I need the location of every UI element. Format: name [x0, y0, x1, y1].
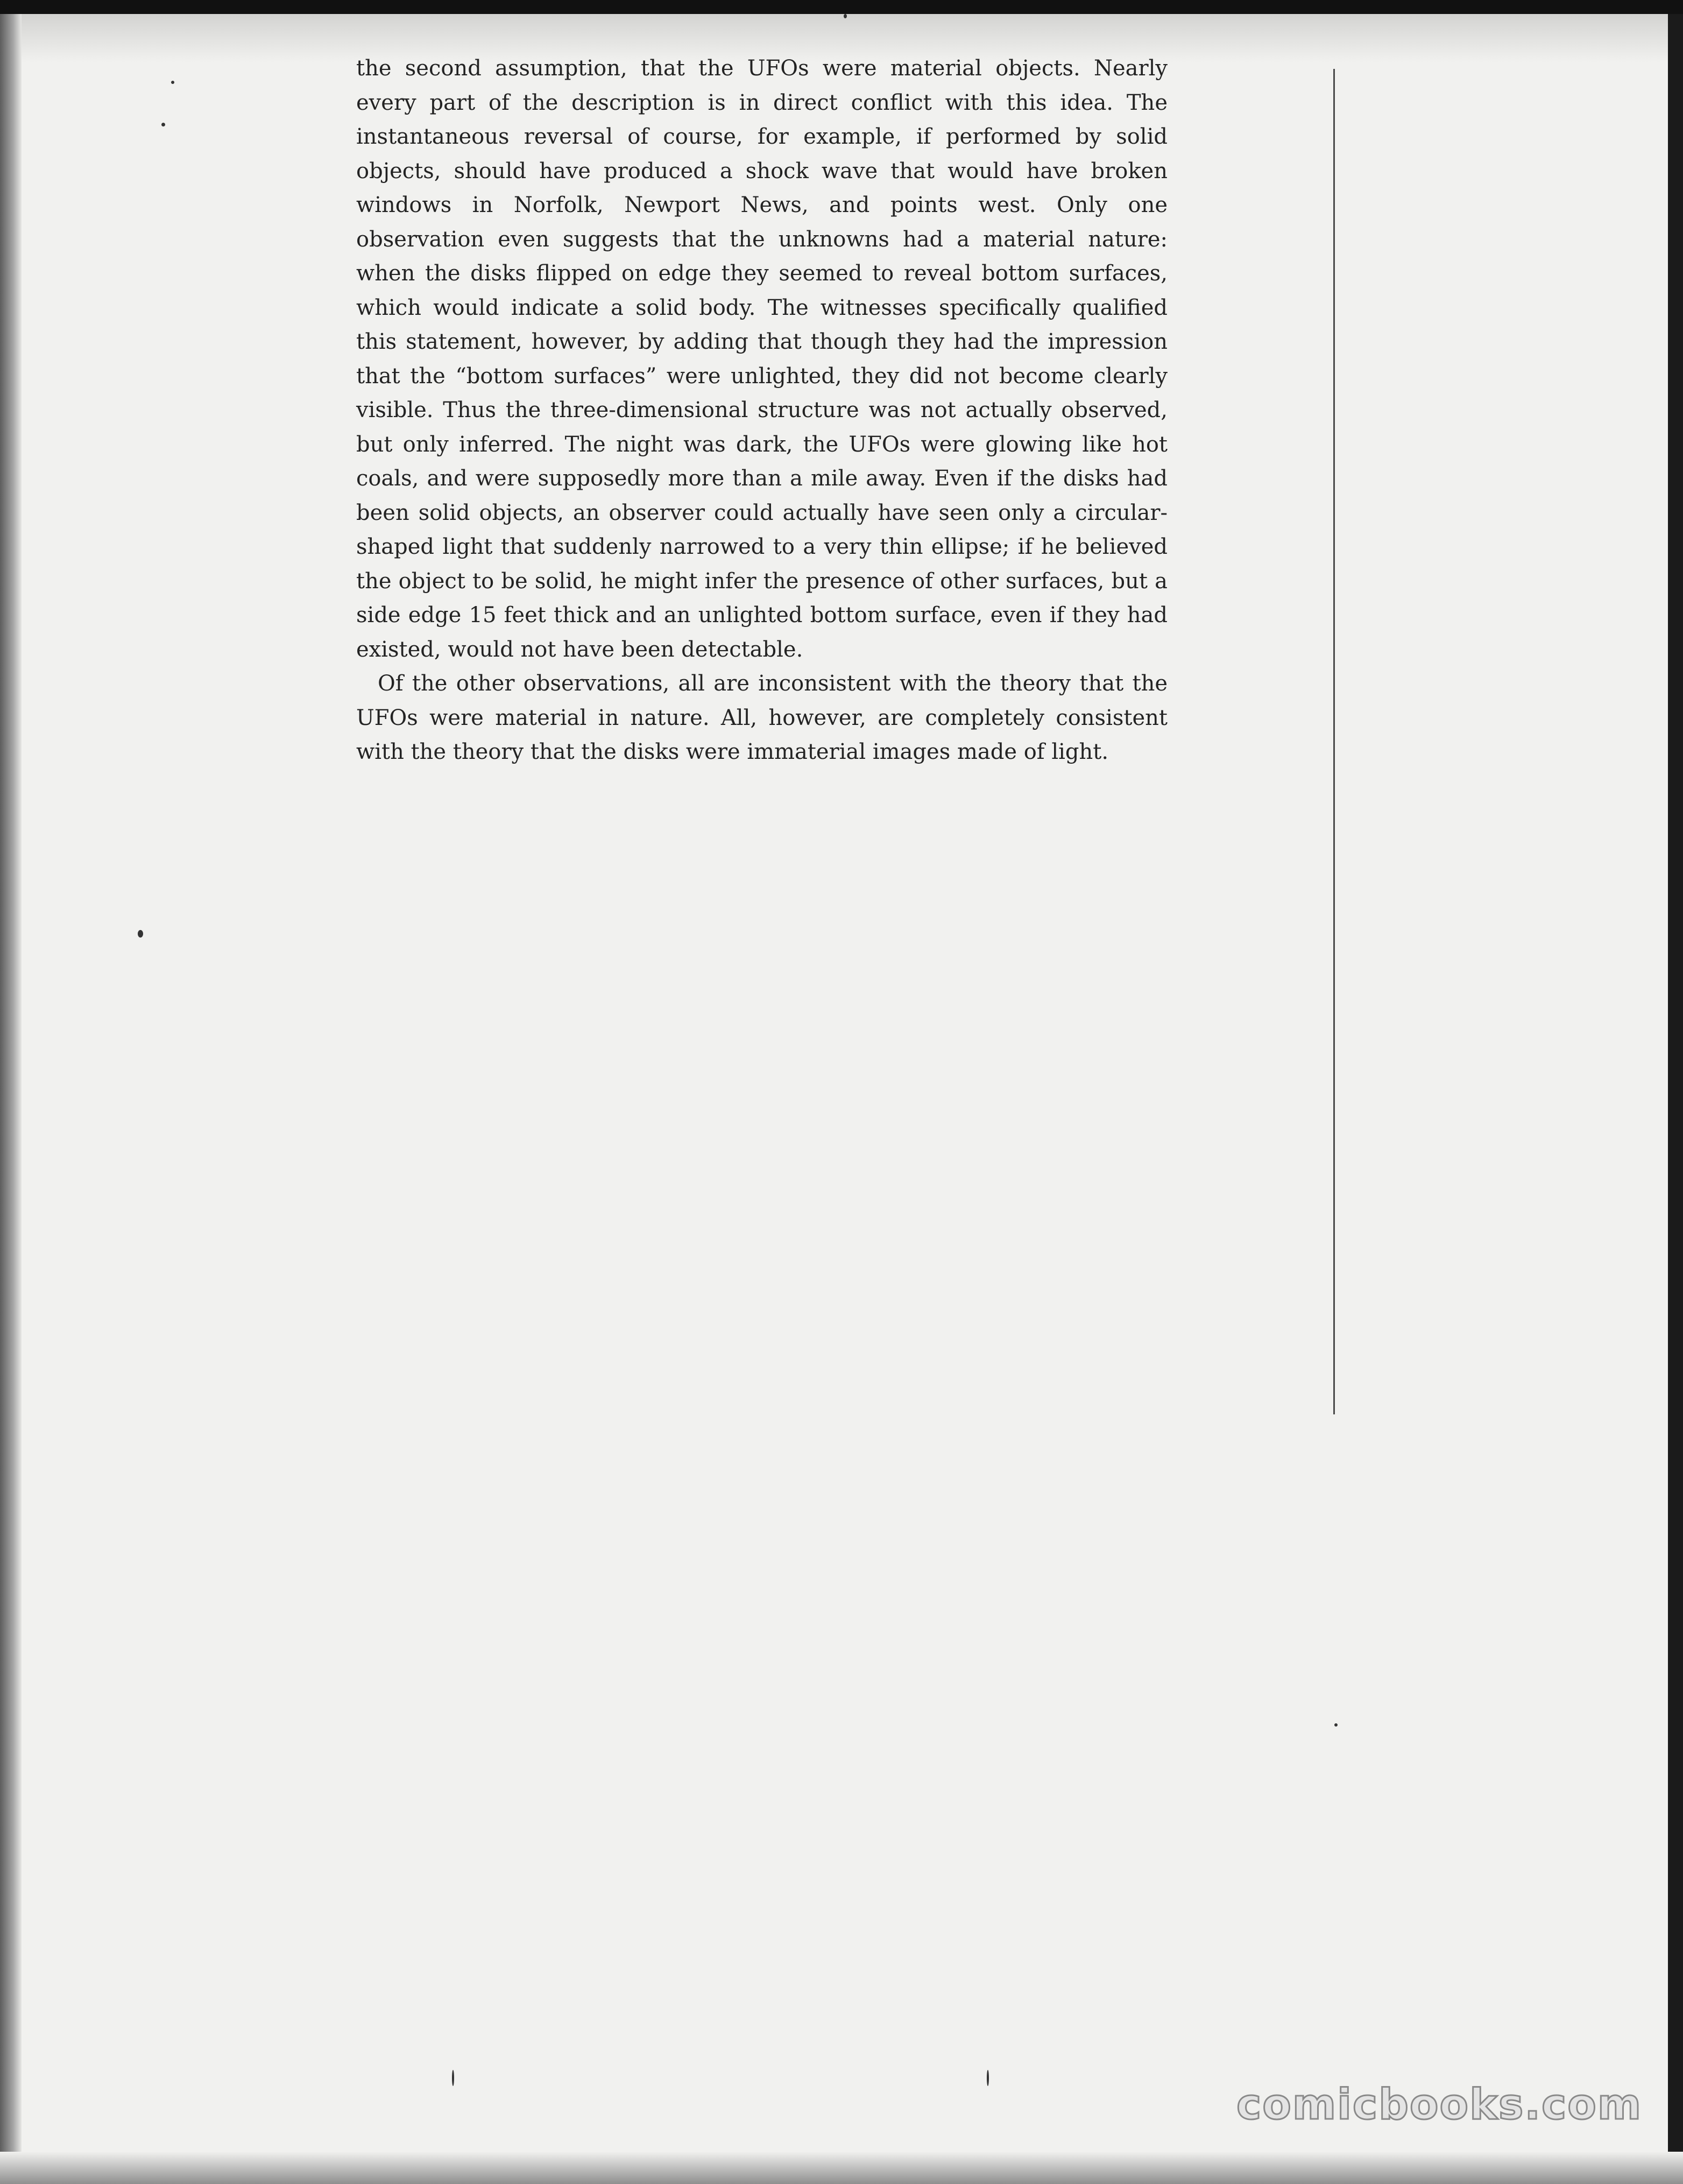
paragraph: Of the other observations, all are inconsistent with the theory that the UFOs were material in nature. All, however, are completely consistent with the theory that the disks were immaterial images made of light.: [356, 671, 1168, 764]
scan-right-edge: [1668, 14, 1683, 2184]
scan-speck: [161, 123, 165, 126]
scan-speck: [1334, 1723, 1338, 1727]
scan-bottom-shadow: [0, 2152, 1683, 2184]
scan-speck: [987, 2070, 989, 2086]
scan-speck: [138, 930, 143, 938]
scan-speck: [452, 2070, 454, 2086]
watermark: comicbooks.com: [1236, 2081, 1643, 2129]
scan-top-border: [0, 0, 1683, 14]
scan-left-edge: [0, 14, 22, 2184]
scan-speck: [844, 14, 847, 18]
scan-speck: [171, 81, 174, 84]
margin-rule: [1333, 69, 1335, 1414]
body-text: [356, 52, 1168, 770]
paragraph: the second assumption, that the UFOs were material objects. Nearly every part of the description is in direct conflict with this idea. The instantaneous reversal of course, for example, if performed by solid objects, should have produced a shock wave that would have broken windows in Norfolk, Newport News, and points west. Only one observation even suggests that the unknowns had a material nature: when the disks flipped on edge they seemed to reveal bottom surfaces, which would indicate a solid body. The witnesses specifically qualified this statement, however, by adding that though they had the impression that the “bottom surfaces” were unlighted, they did not become clearly visible. Thus the three-dimensional structure was not actually observed, but only inferred. The night was dark, the UFOs were glowing like hot coals, and were supposedly more than a mile away. Even if the disks had been solid objects, an observer could actually have seen only a circular-shaped light that suddenly narrowed to a very thin ellipse; if he believed the object to be solid, he might infer the presence of other surfaces, but a side edge 15 feet thick and an unlighted bottom surface, even if they had existed, would not have been detectable.: [356, 56, 1168, 662]
